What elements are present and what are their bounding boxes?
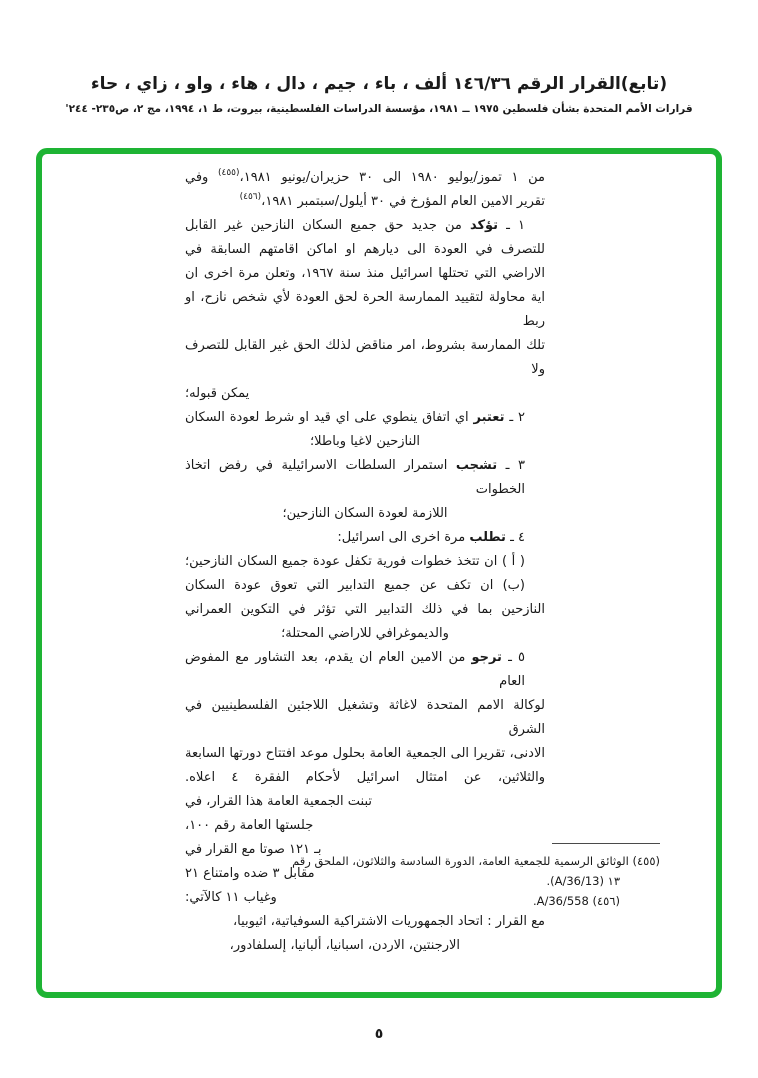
operative-verb: ترجو <box>471 650 502 665</box>
body-line: النازحين بما في ذلك التدابير التي تؤثر في التكوين العمراني <box>185 602 545 617</box>
body-line: يمكن قبوله؛ <box>185 386 250 401</box>
resolution-title: (تابع)القرار الرقم ١٤٦/٣٦ ألف ، باء ، جيم ، دال ، هاء ، واو ، زاي ، حاء <box>90 74 668 94</box>
adoption-line: وغياب ١١ كالآتي: <box>185 890 277 905</box>
body-line-subitem-a: ( أ ) ان تتخذ خطوات فورية تكفل عودة جميع السكان النازحين؛ <box>185 554 525 569</box>
body-line-subitem-b: (ب) ان تكف عن جميع التدابير التي تعوق عودة السكان <box>185 578 525 593</box>
body-line: الاراضي التي تحتلها اسرائيل منذ سنة ١٩٦٧، وتعلن مرة اخرى ان <box>185 266 545 281</box>
body-line: للتصرف في العودة الى ديارهم او اماكن اقامتهم السابقة في <box>185 242 545 257</box>
body-line: الادنى، تقريرا الى الجمعية العامة بحلول موعد افتتاح دورتها السابعة <box>185 746 545 761</box>
resolution-body <box>185 166 545 958</box>
body-line: لوكالة الامم المتحدة لاغاثة وتشغيل اللاجئين الفلسطينيين في الشرق <box>185 698 545 737</box>
item-number: ٥ ـ <box>501 650 525 665</box>
item-number: ٢ ـ <box>504 410 525 425</box>
line-text: من الامين العام ان يقدم، بعد التشاور مع المفوض العام <box>185 650 525 689</box>
body-line: اللازمة لعودة السكان النازحين؛ <box>282 506 448 521</box>
adoption-line: جلستها العامة رقم ١٠٠، <box>185 818 314 833</box>
body-line: النازحين لاغيا وباطلا؛ <box>309 434 421 449</box>
footnotes-block <box>230 843 660 911</box>
body-line-item-2 <box>185 406 545 430</box>
line-text: استمرار السلطات الاسرائيلية في رفض اتخاذ الخطوات <box>185 458 525 497</box>
adoption-line: مقابل ٣ ضده وامتناع ٢١ <box>185 866 315 881</box>
footnote-455-continuation: ١٣ (A/36/13). <box>546 874 620 888</box>
adoption-line: تبنت الجمعية العامة هذا القرار، في <box>185 794 373 809</box>
footnote-456: (٤٥٦) A/36/558. <box>532 894 620 908</box>
item-number: ٤ ـ <box>505 530 525 545</box>
body-line-item-5 <box>185 646 545 694</box>
footnote-ref-456: (٤٥٦) <box>239 192 262 202</box>
operative-verb: تعتبر <box>473 410 505 425</box>
page-number: ٥ <box>374 1026 384 1042</box>
line-text: من ١ تموز/يوليو ١٩٨٠ الى ٣٠ حزيران/يونيو ١٩٨١، <box>239 170 545 185</box>
body-line <box>185 166 545 190</box>
item-number: ٣ ـ <box>497 458 525 473</box>
body-line: اية محاولة لتقييد الممارسة الحرة لحق العودة لأي شخص نازح، او ربط <box>185 290 545 329</box>
line-text: مرة اخرى الى اسرائيل: <box>337 530 470 545</box>
body-line-item-3 <box>185 454 545 502</box>
item-number: ١ ـ <box>498 218 526 233</box>
operative-verb: تطلب <box>469 530 506 545</box>
footnote-455: (٤٥٥) الوثائق الرسمية للجمعية العامة، الدورة السادسة والثلاثون، الملحق رقم <box>292 854 660 868</box>
green-frame <box>36 148 722 998</box>
body-line: والثلاثين، عن امتثال اسرائيل لأحكام الفقرة ٤ اعلاه. <box>185 770 546 785</box>
footnote-separator <box>552 843 660 844</box>
body-line-item-4 <box>185 526 545 550</box>
body-line <box>185 190 545 214</box>
operative-verb: تؤكد <box>469 218 499 233</box>
body-line-item-1 <box>185 214 545 238</box>
line-text: وفي <box>185 170 218 185</box>
line-text: من جديد حق جميع السكان النازحين غير القابل <box>185 218 470 233</box>
vote-for-line: الارجنتين، الاردن، اسبانيا، ألبانيا، إلسلفادور، <box>229 938 460 953</box>
source-citation: قرارات الأمم المتحدة بشأن فلسطين ١٩٧٥ ــ ١٩٨١، مؤسسة الدراسات الفلسطينية، بيروت، ط ١، ١٩٩٤، مج ٢، ص٢٣٥- ٢٤٤' <box>65 103 693 115</box>
adoption-line: بـ ١٢١ صوتا مع القرار في <box>185 842 322 857</box>
line-text: تقرير الامين العام المؤرخ في ٣٠ أيلول/سبتمبر ١٩٨١، <box>261 194 545 209</box>
line-text: اي اتفاق ينطوي على اي قيد او شرط لعودة السكان <box>185 410 474 425</box>
body-line: والديموغرافي للاراضي المحتلة؛ <box>281 626 449 641</box>
body-line: تلك الممارسة بشروط، امر مناقض لذلك الحق غير القابل للتصرف ولا <box>185 338 545 377</box>
operative-verb: تشجب <box>455 458 498 473</box>
vote-for-line: مع القرار : اتحاد الجمهوريات الاشتراكية السوفياتية، اثيوبيا، <box>232 914 545 929</box>
footnote-ref-455: (٤٥٥) <box>217 168 240 178</box>
